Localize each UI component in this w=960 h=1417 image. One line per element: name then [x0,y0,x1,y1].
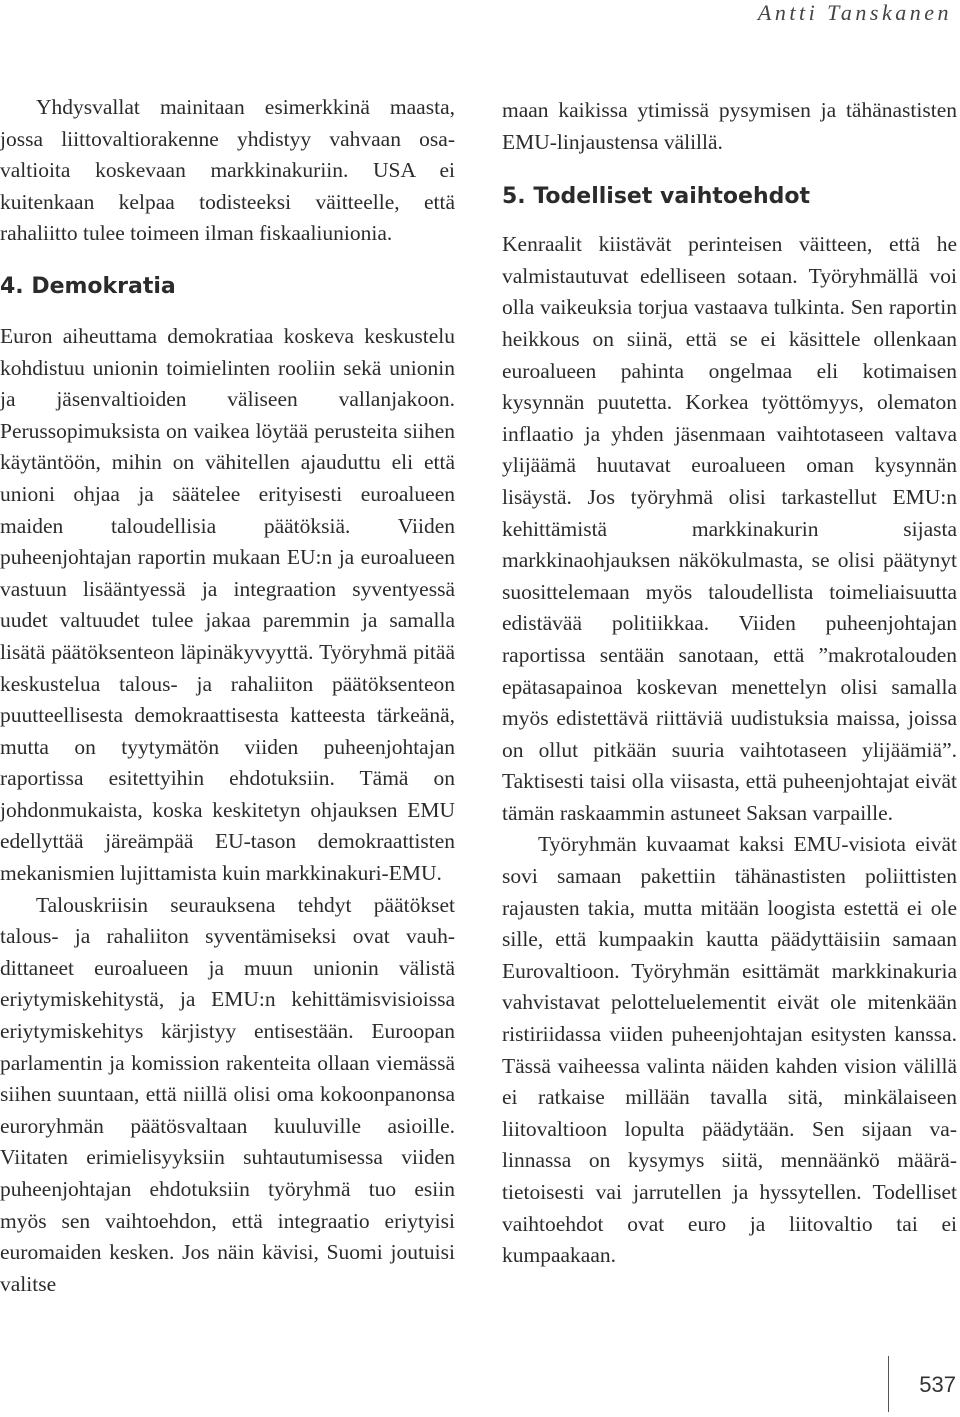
paragraph: Kenraalit kiistävät perinteisen väitteen, että he valmistautuvat edelliseen sotaan. Työryhmällä voi olla vaikeuksia torjua vastaava tulkinta. Sen raportin heikkous on siinä, että se ei käsittele ollenkaan euroalueen pahinta ongelmaa eli kotimaisen kysynnän puutetta. Korkea työttömyys, olematon inflaatio ja yhden jäsenmaan vaihtotaseen valtava ylijäämä huutavat euroalueen oman kysynnän lisäystä. Jos työryhmä olisi tarkastellut EMU:n kehittämistä markkinakurin sijasta markkinaohjauksen näkökulmasta, se olisi päätynyt suosittelemaan myös taloudellista toimeliaisuutta edistävää politiikkaa. Viiden puheenjohtajan raportissa sentään sanotaan, että ”makrotalouden epätasapainoa koskevan menettelyn olisi samalla myös edistettävä riittäviä uudistuksia maissa, joissa on ollut pitkään suuria vaihtotaseen ylijäämiä”. Taktisesti taisi olla viisasta, että puheenjohtajat eivät tämän raskaammin astuneet Saksan varpaille. [502,232,957,825]
section-heading-democracy: 4. Demokratia [0,273,176,299]
paragraph: Talouskriisin seurauksena tehdyt päätökset talous- ja rahaliiton syventämiseksi ovat vauhdittaneet euroalueen ja muun unionin välistä eriytymiskehitystä, ja EMU:n kehittämisvisioissa eriytymiskehitys kärjistyy entisestään. Euroopan parlamentin ja komission rakenteita ollaan viemässä siihen suuntaan, että niillä olisi oma kokoonpanonsa euroryhmän päätösvaltaan kuuluville asioille. Viitaten erimielisyyksiin suhtautumisessa viiden puheenjohtajan ehdotuksiin työryhmä tuo esiin myös sen vaihtoehdon, että integraatio eriytyisi euromaiden kesken. Jos näin kävisi, Suomi joutuisi valitse [0,892,455,1296]
left-column [0,92,455,1300]
paragraph: Työryhmän kuvaamat kaksi EMU-visiota eivät sovi samaan pakettiin tähänastisten poliittisten rajausten takia, mutta mitään loogista estettä ei ole sille, että kumpaakin kautta päädyttäisiin samaan Eurovaltioon. Työryhmän esittämät markkinakuria vahvistavat pelotteluelementit eivät ole mitenkään ristiriidassa viiden puheenjohtajan esitysten kanssa. Tässä vaiheessa valinta näiden kahden vision välillä ei ratkaise millään tavalla sitä, minkälaiseen liitovaltioon lopulta päädytään. Sen sijaan valinnassa on kysymys siitä, mennäänkö määrätietoisesti vai jarrutellen ja hyssytellen. Todelliset vaihtoehdot ovat euro ja liitovaltio tai ei kumpaakaan. [502,832,957,1268]
page-number-divider [888,1356,889,1412]
page-number: 537 [919,1372,956,1397]
right-column [502,95,957,1272]
running-header-author: Antti Tanskanen [757,0,952,25]
paragraph: Yhdysvallat mainitaan esimerkkinä maasta, jossa liittovaltiorakenne yhdistyy vahvaan osavaltioita koskevaan markkinakuriin. USA ei kuitenkaan kelpaa todisteeksi väitteelle, että rahaliitto tulee toimeen ilman fiskaaliunionia. [0,95,455,246]
paragraph: Euron aiheuttama demokratiaa koskeva keskustelu kohdistuu unionin toimielinten rooliin sekä unionin ja jäsenvaltioiden väliseen vallanjakoon. Perussopimuksista on vaikea löytää perusteita siihen käytäntöön, mihin on vähitellen ajauduttu eli että unioni ohjaa ja säätelee erityisesti euroalueen maiden taloudellisia päätöksiä. Viiden puheenjohtajan raportin mukaan EU:n ja euroalueen vastuun lisääntyessä ja integraation syventyessä uudet valtuudet tulee jakaa paremmin ja samalla lisätä päätöksenteon läpinäkyvyyttä. Työryhmä pitää keskustelua talous- ja rahaliiton päätöksenteon puutteellisesta demokraattisesta katteesta tärkeänä, mutta on tyytymätön viiden puheenjohtajan raportissa esitettyihin ehdotuksiin. Tämä on johdonmukaista, koska keskitetyn ohjauksen EMU edellyttää järeämpää EU-tason demokraattisten mekanismien lujittamista kuin markkinakuri-EMU. [0,323,455,886]
section-heading-real-alternatives: 5. Todelliset vaihtoehdot [502,184,810,210]
paragraph: maan kaikissa ytimissä pysymisen ja tähänastisten EMU-linjaustensa välillä. [502,98,957,154]
